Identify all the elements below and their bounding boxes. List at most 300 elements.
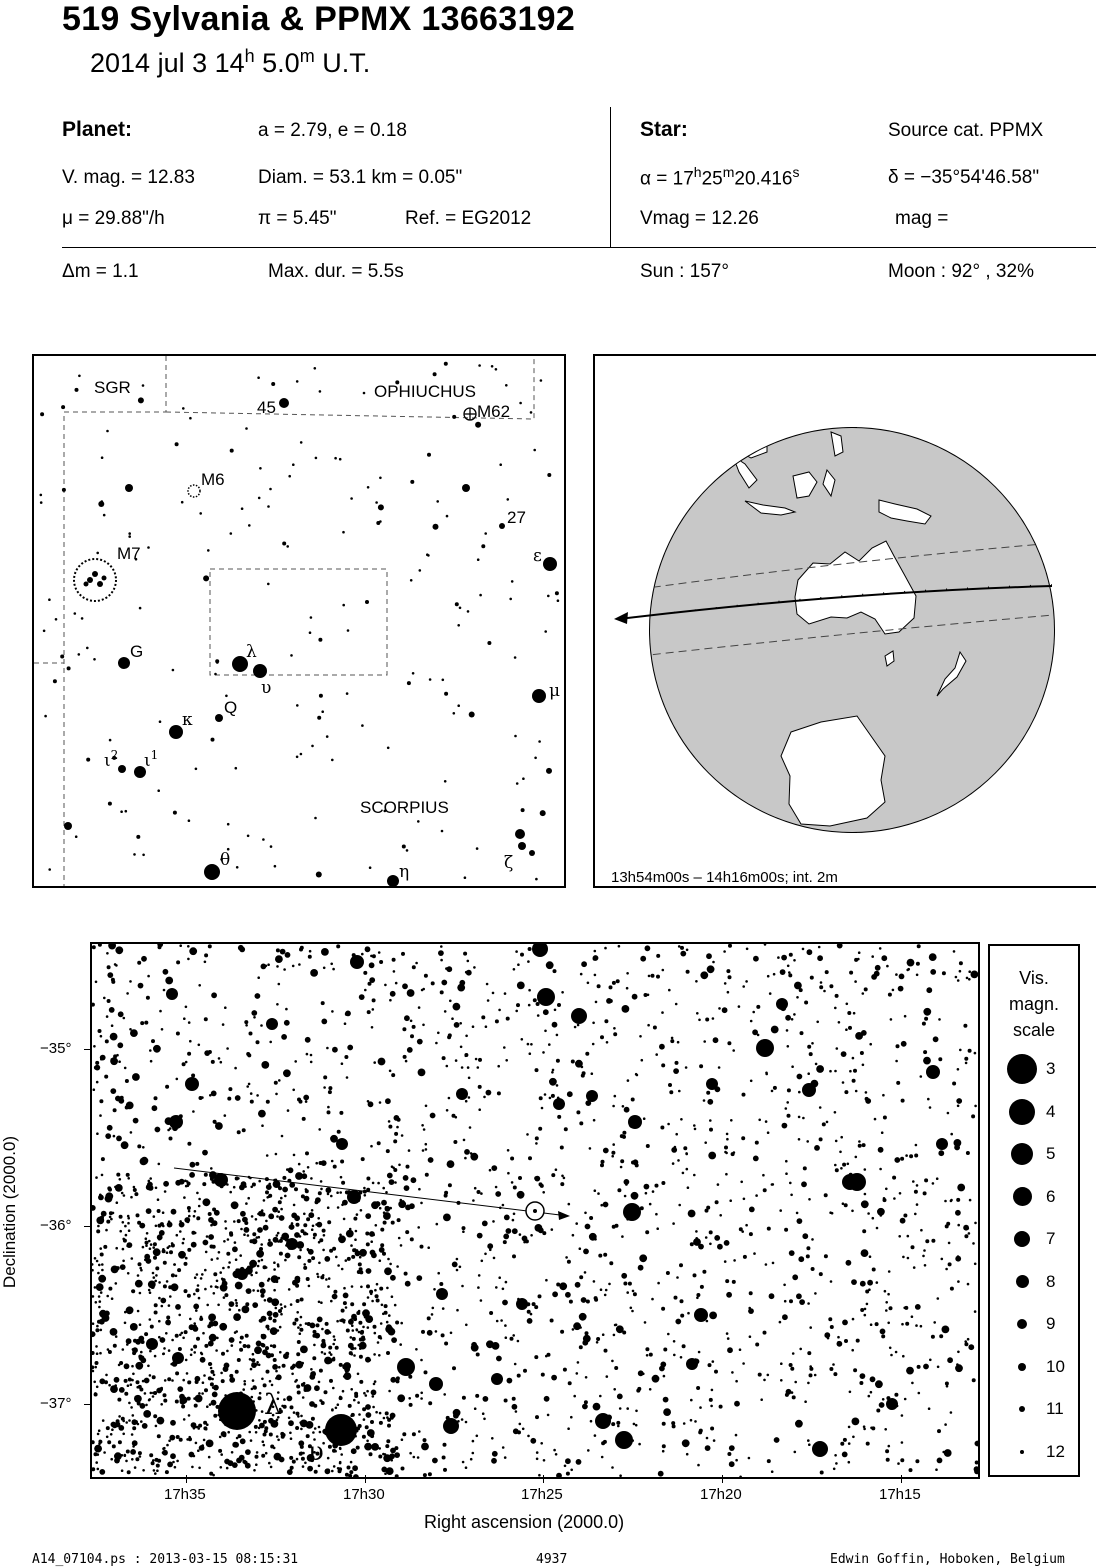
field-star bbox=[359, 1342, 367, 1350]
field-star bbox=[663, 1375, 666, 1378]
field-star bbox=[544, 1030, 547, 1033]
field-star bbox=[150, 1325, 154, 1329]
field-star bbox=[366, 1177, 370, 1181]
field-star bbox=[864, 1314, 867, 1317]
field-star bbox=[224, 1114, 227, 1117]
field-star bbox=[879, 947, 882, 950]
field-star bbox=[403, 1055, 407, 1059]
field-star bbox=[310, 1177, 313, 1180]
field-star bbox=[276, 1003, 279, 1006]
field-star bbox=[461, 1066, 464, 1069]
field-star bbox=[418, 1430, 421, 1433]
field-star bbox=[452, 1366, 456, 1370]
field-star bbox=[552, 1291, 558, 1297]
field-star bbox=[914, 1190, 918, 1194]
field-star bbox=[379, 960, 383, 964]
field-star bbox=[612, 1105, 615, 1108]
field-star bbox=[572, 1328, 575, 1331]
field-star bbox=[924, 1178, 928, 1182]
field-star bbox=[748, 1457, 751, 1460]
field-star bbox=[465, 1324, 468, 1327]
field-star bbox=[147, 1365, 150, 1368]
field-star bbox=[420, 1202, 423, 1205]
field-star bbox=[293, 1364, 296, 1367]
field-star bbox=[617, 1425, 620, 1428]
field-star bbox=[149, 1453, 153, 1457]
field-star bbox=[96, 1229, 100, 1233]
field-star bbox=[923, 1050, 927, 1054]
overview-star bbox=[530, 411, 533, 414]
field-star bbox=[226, 1252, 230, 1256]
field-star bbox=[252, 1232, 256, 1236]
field-star bbox=[363, 1418, 366, 1421]
field-star bbox=[292, 965, 295, 968]
bright-star bbox=[166, 988, 178, 1000]
field-star bbox=[425, 1143, 428, 1146]
field-star bbox=[560, 1330, 564, 1334]
xtick-label-5: 17h15 bbox=[879, 1486, 921, 1503]
footer-number: 4937 bbox=[536, 1552, 568, 1567]
field-star bbox=[259, 1319, 263, 1323]
field-star bbox=[327, 1358, 333, 1364]
field-star bbox=[456, 1258, 459, 1261]
field-star bbox=[297, 1326, 300, 1329]
field-star bbox=[894, 1393, 898, 1397]
overview-star bbox=[521, 808, 525, 812]
field-star bbox=[437, 1032, 440, 1035]
overview-star bbox=[267, 583, 270, 586]
field-star bbox=[735, 1380, 738, 1383]
overview-star bbox=[507, 498, 510, 501]
field-star bbox=[571, 1060, 575, 1064]
field-star bbox=[135, 1280, 143, 1288]
overview-star bbox=[535, 878, 538, 881]
field-star bbox=[767, 1131, 770, 1134]
field-star bbox=[111, 1024, 114, 1027]
field-star bbox=[421, 1124, 424, 1127]
field-star bbox=[256, 1040, 260, 1044]
field-star bbox=[100, 1055, 106, 1061]
field-star bbox=[677, 1041, 680, 1044]
field-star bbox=[715, 1200, 719, 1204]
field-star bbox=[176, 1078, 179, 1081]
field-star bbox=[129, 980, 132, 983]
field-star bbox=[375, 1411, 378, 1414]
field-star bbox=[641, 1059, 644, 1062]
field-star bbox=[185, 1185, 188, 1188]
field-star bbox=[163, 1399, 167, 1403]
field-star bbox=[242, 1128, 246, 1132]
field-star bbox=[321, 1339, 325, 1343]
field-star bbox=[791, 1018, 794, 1021]
overview-star bbox=[475, 422, 481, 428]
field-star bbox=[357, 1401, 360, 1404]
field-star bbox=[569, 1300, 573, 1304]
field-star bbox=[160, 1403, 163, 1406]
field-star bbox=[446, 1065, 449, 1068]
field-star bbox=[289, 1456, 293, 1460]
field-star bbox=[292, 1460, 296, 1464]
field-star bbox=[339, 1111, 343, 1115]
field-star bbox=[350, 1244, 353, 1247]
field-star bbox=[725, 1173, 728, 1176]
overview-map-canvas bbox=[34, 356, 564, 886]
bright-star bbox=[886, 1398, 898, 1410]
field-star bbox=[351, 1448, 357, 1454]
overview-star bbox=[257, 376, 260, 379]
table-rule bbox=[62, 247, 1096, 248]
field-star bbox=[272, 1364, 278, 1370]
field-star bbox=[260, 1288, 266, 1294]
field-star bbox=[425, 1105, 428, 1108]
field-star bbox=[284, 1305, 287, 1308]
field-star bbox=[512, 1228, 518, 1234]
field-star bbox=[240, 1336, 244, 1340]
field-star bbox=[709, 1312, 717, 1320]
field-star bbox=[294, 1060, 297, 1063]
field-star bbox=[163, 989, 166, 992]
bright-star bbox=[347, 1190, 361, 1204]
field-star bbox=[122, 1348, 125, 1351]
field-star bbox=[834, 1164, 837, 1167]
field-star bbox=[198, 1392, 201, 1395]
field-star bbox=[107, 1440, 111, 1444]
field-star bbox=[789, 1299, 793, 1303]
field-star bbox=[187, 1294, 191, 1298]
field-star bbox=[185, 1006, 188, 1009]
field-star bbox=[575, 1060, 583, 1068]
field-star bbox=[507, 1149, 510, 1152]
field-star bbox=[307, 1322, 311, 1326]
field-star bbox=[211, 1400, 217, 1406]
field-star bbox=[99, 1194, 102, 1197]
field-star bbox=[280, 1197, 283, 1200]
field-star bbox=[807, 1439, 810, 1442]
field-star bbox=[594, 974, 597, 977]
field-star bbox=[292, 1322, 296, 1326]
field-star bbox=[127, 1272, 130, 1275]
field-star bbox=[662, 969, 665, 972]
field-star bbox=[254, 1425, 258, 1429]
field-star bbox=[226, 1047, 229, 1050]
field-star bbox=[310, 1061, 313, 1064]
bright-star bbox=[706, 1078, 718, 1090]
field-star bbox=[520, 953, 524, 957]
field-star bbox=[265, 1190, 269, 1194]
field-star bbox=[637, 1387, 641, 1391]
field-star bbox=[266, 1370, 270, 1374]
planet-diameter: Diam. = 53.1 km = 0.05" bbox=[258, 167, 463, 188]
field-star bbox=[118, 1060, 121, 1063]
field-star bbox=[442, 1456, 446, 1460]
overview-star bbox=[296, 704, 299, 707]
field-star bbox=[171, 1379, 174, 1382]
field-star bbox=[956, 1098, 962, 1104]
field-star bbox=[822, 1122, 826, 1126]
scale-mag-label: 4 bbox=[1046, 1101, 1056, 1121]
field-star bbox=[261, 1213, 265, 1217]
field-star bbox=[879, 1168, 882, 1171]
field-star bbox=[362, 1435, 366, 1439]
field-star bbox=[142, 1146, 145, 1149]
field-star bbox=[367, 1326, 370, 1329]
field-star bbox=[342, 1390, 345, 1393]
field-star bbox=[296, 1385, 300, 1389]
field-star bbox=[671, 1421, 675, 1425]
field-star bbox=[852, 1079, 856, 1083]
field-star bbox=[115, 1184, 123, 1192]
overview-star bbox=[532, 689, 546, 703]
field-star bbox=[724, 1146, 728, 1150]
field-star bbox=[126, 1102, 134, 1110]
overview-star bbox=[236, 866, 239, 869]
field-star bbox=[366, 1390, 369, 1393]
field-star bbox=[519, 1423, 522, 1426]
scale-row bbox=[990, 1309, 1078, 1339]
field-star bbox=[206, 1440, 214, 1448]
overview-star bbox=[118, 657, 130, 669]
field-star bbox=[464, 1157, 467, 1160]
field-star bbox=[582, 1404, 588, 1410]
field-star bbox=[763, 1188, 767, 1192]
field-star bbox=[330, 963, 333, 966]
field-star bbox=[974, 1222, 977, 1225]
field-star bbox=[339, 1448, 342, 1451]
field-star bbox=[325, 1278, 328, 1281]
field-star bbox=[218, 1449, 222, 1453]
field-star bbox=[242, 1460, 246, 1464]
field-star bbox=[206, 1423, 209, 1426]
field-star bbox=[308, 1285, 311, 1288]
field-star bbox=[745, 1224, 748, 1227]
field-star bbox=[183, 1196, 186, 1199]
field-star bbox=[918, 1392, 921, 1395]
field-star bbox=[261, 1061, 269, 1069]
field-star bbox=[302, 1396, 305, 1399]
field-star bbox=[779, 1321, 782, 1324]
field-star bbox=[309, 950, 312, 953]
field-star bbox=[321, 1401, 325, 1405]
field-star bbox=[763, 1331, 767, 1335]
field-star bbox=[950, 1411, 953, 1414]
field-star bbox=[452, 1262, 458, 1268]
field-star bbox=[152, 1459, 155, 1462]
field-star bbox=[626, 1291, 629, 1294]
field-star bbox=[222, 1267, 225, 1270]
field-star bbox=[929, 1359, 932, 1362]
field-star bbox=[96, 1132, 99, 1135]
field-star bbox=[175, 1371, 179, 1375]
overview-star bbox=[387, 747, 390, 750]
overview-star bbox=[557, 599, 560, 602]
field-star bbox=[324, 1353, 327, 1356]
field-star bbox=[378, 1354, 381, 1357]
field-star bbox=[345, 1473, 349, 1477]
field-star bbox=[886, 1458, 890, 1462]
field-star bbox=[226, 1350, 229, 1353]
field-star bbox=[397, 1394, 405, 1402]
path-arrow-icon bbox=[558, 1211, 570, 1220]
field-star bbox=[948, 1242, 951, 1245]
field-star bbox=[937, 1429, 941, 1433]
overview-star bbox=[310, 616, 313, 619]
field-star bbox=[193, 1397, 196, 1400]
field-star bbox=[137, 1274, 140, 1277]
field-star bbox=[259, 1423, 265, 1429]
field-star bbox=[726, 1292, 732, 1298]
field-star bbox=[957, 1068, 960, 1071]
field-star bbox=[94, 1366, 97, 1369]
field-star bbox=[187, 1052, 191, 1056]
field-star bbox=[155, 1127, 161, 1133]
field-star bbox=[250, 1100, 254, 1104]
field-star bbox=[100, 1035, 103, 1038]
field-star bbox=[240, 1228, 243, 1231]
field-star bbox=[219, 1436, 222, 1439]
field-star bbox=[335, 1346, 339, 1350]
field-star bbox=[235, 1299, 238, 1302]
xtick-1 bbox=[186, 1475, 187, 1483]
field-star bbox=[455, 1059, 458, 1062]
field-star bbox=[365, 1232, 369, 1236]
field-star bbox=[146, 1232, 149, 1235]
field-star bbox=[545, 1279, 548, 1282]
field-star bbox=[567, 1260, 571, 1264]
field-star bbox=[534, 1176, 538, 1180]
field-star bbox=[194, 1404, 198, 1408]
field-star bbox=[138, 1262, 142, 1266]
field-star bbox=[870, 1376, 876, 1382]
field-star bbox=[345, 1259, 348, 1262]
field-star bbox=[367, 1100, 370, 1103]
field-star bbox=[92, 1269, 94, 1272]
field-star bbox=[360, 1209, 363, 1212]
field-star bbox=[297, 1415, 300, 1418]
field-star bbox=[351, 1353, 354, 1356]
field-star bbox=[195, 1288, 199, 1292]
field-star bbox=[593, 1119, 596, 1122]
field-star bbox=[233, 1313, 241, 1321]
overview-star bbox=[505, 384, 508, 387]
field-star bbox=[693, 1273, 697, 1277]
field-star bbox=[860, 1308, 864, 1312]
field-star bbox=[278, 1309, 282, 1313]
field-star bbox=[114, 1377, 120, 1383]
field-star bbox=[690, 1242, 694, 1246]
field-star bbox=[438, 950, 444, 956]
field-star bbox=[229, 1337, 235, 1343]
overview-star bbox=[253, 664, 267, 678]
field-star bbox=[362, 1326, 365, 1329]
field-star bbox=[121, 1417, 125, 1421]
field-star bbox=[189, 947, 197, 955]
field-star bbox=[239, 1254, 242, 1257]
field-star bbox=[310, 1368, 313, 1371]
overview-star bbox=[387, 875, 399, 886]
overview-star bbox=[347, 629, 350, 632]
field-star bbox=[263, 1433, 267, 1437]
field-star bbox=[633, 1292, 637, 1296]
field-star bbox=[819, 1137, 823, 1141]
field-star bbox=[415, 1394, 419, 1398]
bright-star bbox=[286, 1238, 298, 1250]
field-star bbox=[294, 1380, 297, 1383]
field-star bbox=[853, 1069, 857, 1073]
field-star bbox=[160, 1337, 166, 1343]
overview-star bbox=[481, 544, 485, 548]
field-star bbox=[463, 952, 467, 956]
field-star bbox=[249, 1260, 257, 1268]
field-star bbox=[152, 1105, 158, 1111]
field-star bbox=[677, 1159, 680, 1162]
field-star bbox=[285, 1008, 288, 1011]
field-star bbox=[758, 1373, 762, 1377]
indochina bbox=[725, 430, 767, 458]
field-star bbox=[755, 1141, 759, 1145]
field-star bbox=[271, 1275, 279, 1283]
field-star bbox=[358, 1413, 361, 1416]
field-star bbox=[502, 1288, 505, 1291]
field-star bbox=[412, 1025, 416, 1029]
field-star bbox=[774, 1437, 780, 1443]
field-star bbox=[231, 1344, 234, 1347]
field-star bbox=[968, 970, 971, 973]
field-star bbox=[390, 991, 396, 997]
field-star bbox=[829, 1070, 832, 1073]
field-star bbox=[604, 947, 607, 950]
field-star bbox=[675, 1003, 678, 1006]
overview-star bbox=[459, 607, 462, 610]
field-star bbox=[911, 1315, 914, 1318]
field-star bbox=[619, 1407, 622, 1410]
field-star bbox=[496, 1356, 502, 1362]
field-star bbox=[305, 1188, 308, 1191]
field-star bbox=[182, 1223, 185, 1226]
field-star bbox=[609, 985, 613, 989]
field-star bbox=[724, 982, 727, 985]
field-star bbox=[914, 1213, 917, 1216]
field-star bbox=[401, 1134, 404, 1137]
field-star bbox=[420, 1245, 424, 1249]
field-star bbox=[349, 1228, 352, 1231]
field-star bbox=[339, 1396, 343, 1400]
field-star bbox=[167, 1462, 173, 1468]
field-star bbox=[758, 1119, 761, 1122]
field-star bbox=[256, 1341, 262, 1347]
field-star bbox=[92, 1370, 94, 1373]
field-star bbox=[885, 1449, 889, 1453]
field-star bbox=[718, 1007, 721, 1010]
overview-star bbox=[533, 449, 536, 452]
field-star bbox=[448, 1097, 451, 1100]
field-star bbox=[380, 1228, 384, 1232]
field-star bbox=[224, 1293, 228, 1297]
field-star bbox=[911, 1245, 915, 1249]
field-star bbox=[705, 1236, 708, 1239]
field-star bbox=[175, 1275, 178, 1278]
field-star bbox=[309, 1401, 315, 1407]
field-star bbox=[884, 1428, 887, 1431]
field-star bbox=[193, 1345, 197, 1349]
overview-star bbox=[108, 802, 112, 806]
field-star bbox=[316, 1273, 319, 1276]
field-star bbox=[169, 1295, 172, 1298]
field-star bbox=[699, 1406, 702, 1409]
field-star bbox=[513, 1213, 516, 1216]
bright-stars bbox=[146, 944, 948, 1457]
field-star bbox=[172, 1461, 175, 1464]
field-star bbox=[312, 1431, 315, 1434]
